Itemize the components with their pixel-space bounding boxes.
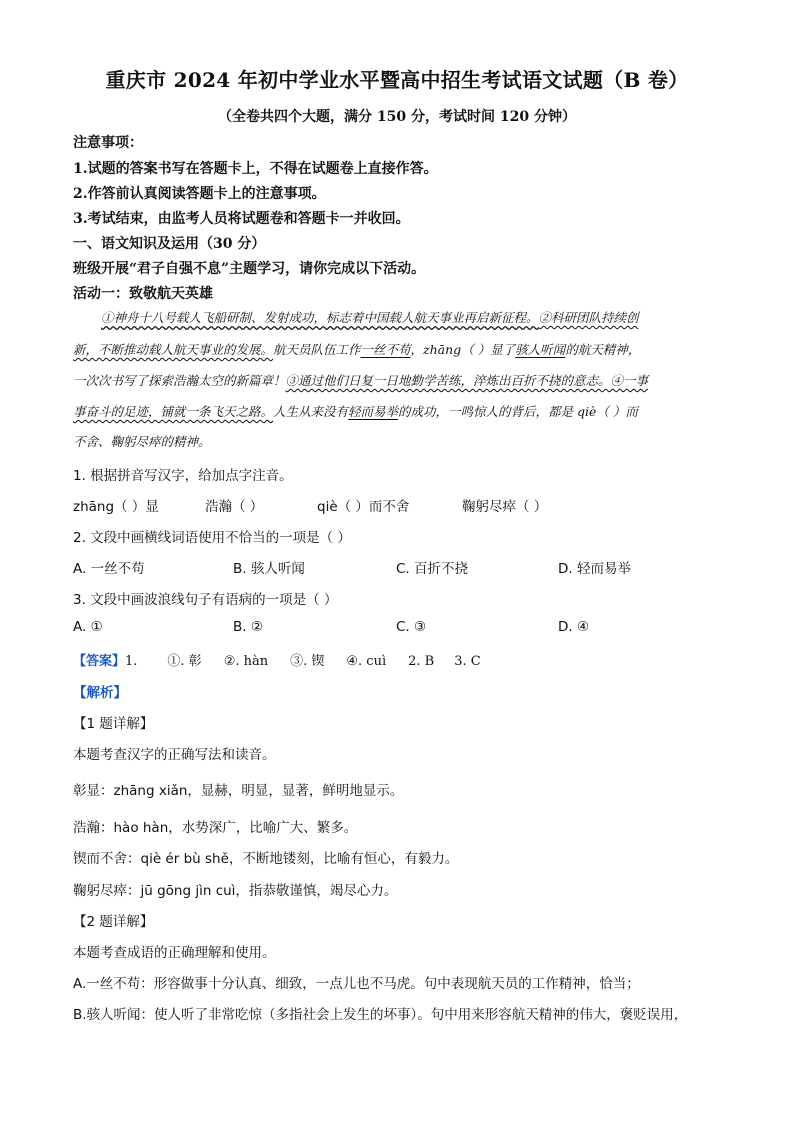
passage-text: 的航天精神，: [565, 342, 641, 357]
q3-option-c: C. ③: [396, 619, 427, 635]
q2-option-c: C. 百折不挠: [396, 561, 469, 577]
question-2: 2. 文段中画横线词语使用不恰当的一项是（ ）: [73, 530, 351, 546]
q3-option-d: D. ④: [558, 619, 590, 635]
page-subtitle: （全卷共四个大题，满分 150 分，考试时间 120 分钟）: [218, 109, 576, 125]
q2-option-d: D. 轻而易举: [558, 561, 631, 577]
answer-item-6: 3. C: [454, 654, 481, 669]
answer-num: 1.: [125, 654, 138, 669]
answer-label: 【答案】: [73, 654, 126, 669]
sentence-2-wavy-cont: 新，不断推动载人航天事业的发展。: [73, 342, 274, 357]
section-heading: 一、语文知识及运用（30 分）: [73, 236, 266, 252]
q3-option-b: B. ②: [233, 619, 263, 635]
notes-item-1: 1.试题的答案书写在答题卡上，不得在试题卷上直接作答。: [73, 161, 438, 177]
detail-2-intro: 本题考查成语的正确理解和使用。: [73, 945, 276, 961]
q1-blank-3: qiè（ ）而不舍: [317, 499, 410, 515]
q2-option-b: B. 骇人听闻: [233, 561, 305, 577]
passage-line-5: 不舍、鞠躬尽瘁的精神。: [73, 434, 211, 449]
passage-text: 一次次书写了探索浩瀚太空的新篇章！: [73, 373, 286, 388]
passage-line-3: [73, 371, 648, 389]
question-3: 3. 文段中画波浪线句子有语病的一项是（ ）: [73, 592, 338, 608]
analysis-label: 【解析】: [73, 685, 127, 701]
sentence-2-wavy: ②科研团队持续创: [538, 310, 639, 325]
q1-blank-2: 浩瀚（ ）: [205, 499, 264, 515]
detail-2-heading: 【2 题详解】: [73, 914, 154, 930]
passage-line-4: [73, 402, 638, 420]
underlined-term-4: 轻而易举: [348, 404, 399, 419]
sentence-3-wavy: ③通过他们日复一日地勤学苦练，淬炼出百折不挠的意志。④一事: [285, 373, 649, 388]
q3-option-a: A. ①: [73, 619, 103, 635]
q1-blank-4: 鞠躬尽瘁（ ）: [462, 499, 548, 515]
underlined-term-2: 骇人听闻: [515, 342, 566, 357]
activity-heading: 活动一：致敬航天英雄: [73, 286, 213, 302]
q2-option-a: A. 一丝不苟: [73, 561, 145, 577]
detail-1-heading: 【1 题详解】: [73, 716, 154, 732]
passage-text: 人生从来没有: [273, 404, 349, 419]
notes-item-3: 3.考试结束，由监考人员将试题卷和答题卡一并收回。: [73, 211, 410, 227]
page-title: 重庆市 2024 年初中学业水平暨高中招生考试语文试题（B 卷）: [105, 68, 689, 92]
passage-text: 的成功，一鸣惊人的背后，都是 qiè（ ）而: [398, 404, 638, 419]
sentence-1-wavy: ①神舟十八号载人飞船研制、发射成功，标志着中国载人航天事业再启新征程。: [101, 310, 539, 325]
passage-line-1: [101, 308, 639, 326]
section-intro: 班级开展“君子自强不息”主题学习，请你完成以下活动。: [73, 261, 426, 277]
detail-1-line-2: 浩瀚：hào hàn，水势深广，比喻广大、繁多。: [73, 820, 358, 836]
answer-row: [73, 650, 481, 669]
detail-1-intro: 本题考查汉字的正确写法和读音。: [73, 747, 276, 763]
notes-item-2: 2.作答前认真阅读答题卡上的注意事项。: [73, 186, 326, 202]
detail-1-line-4: 鞠躬尽瘁：jū gōng jìn cuì，指恭敬谨慎，竭尽心力。: [73, 883, 398, 899]
answer-item-5: 2. B: [408, 654, 435, 669]
answer-item-2: ②. hàn: [223, 654, 269, 669]
detail-2-line-1: A.一丝不苟：形容做事十分认真、细致，一点儿也不马虎。句中表现航天员的工作精神，恰当；: [73, 976, 640, 992]
notes-heading: 注意事项：: [73, 135, 143, 151]
detail-1-line-1: 彰显：zhāng xiǎn，显赫，明显，显著，鲜明地显示。: [73, 783, 404, 799]
q1-blank-1: zhāng（ ）显: [73, 499, 159, 515]
detail-1-line-3: 锲而不舍：qiè ér bù shě，不断地镂刻，比喻有恒心，有毅力。: [73, 851, 459, 867]
reading-passage: [73, 308, 723, 453]
answer-item-3: ③. 锲: [290, 654, 325, 669]
passage-line-2: [73, 340, 640, 358]
passage-text: 航天员队伍工作: [273, 342, 361, 357]
detail-2-line-2: B.骇人听闻：使人听了非常吃惊（多指社会上发生的坏事）。句中用来形容航天精神的伟大，褒贬误用，: [73, 1007, 688, 1023]
passage-text: ，zhāng（ ）显了: [410, 342, 516, 357]
sentence-4-wavy: 事奋斗的足迹，铺就一条飞天之路。: [73, 404, 274, 419]
answer-item-1: ①. 彰: [167, 654, 202, 669]
answer-item-4: ④. cuì: [346, 654, 387, 669]
underlined-term-1: 一丝不苟: [360, 342, 411, 357]
question-1: 1. 根据拼音写汉字，给加点字注音。: [73, 468, 293, 484]
